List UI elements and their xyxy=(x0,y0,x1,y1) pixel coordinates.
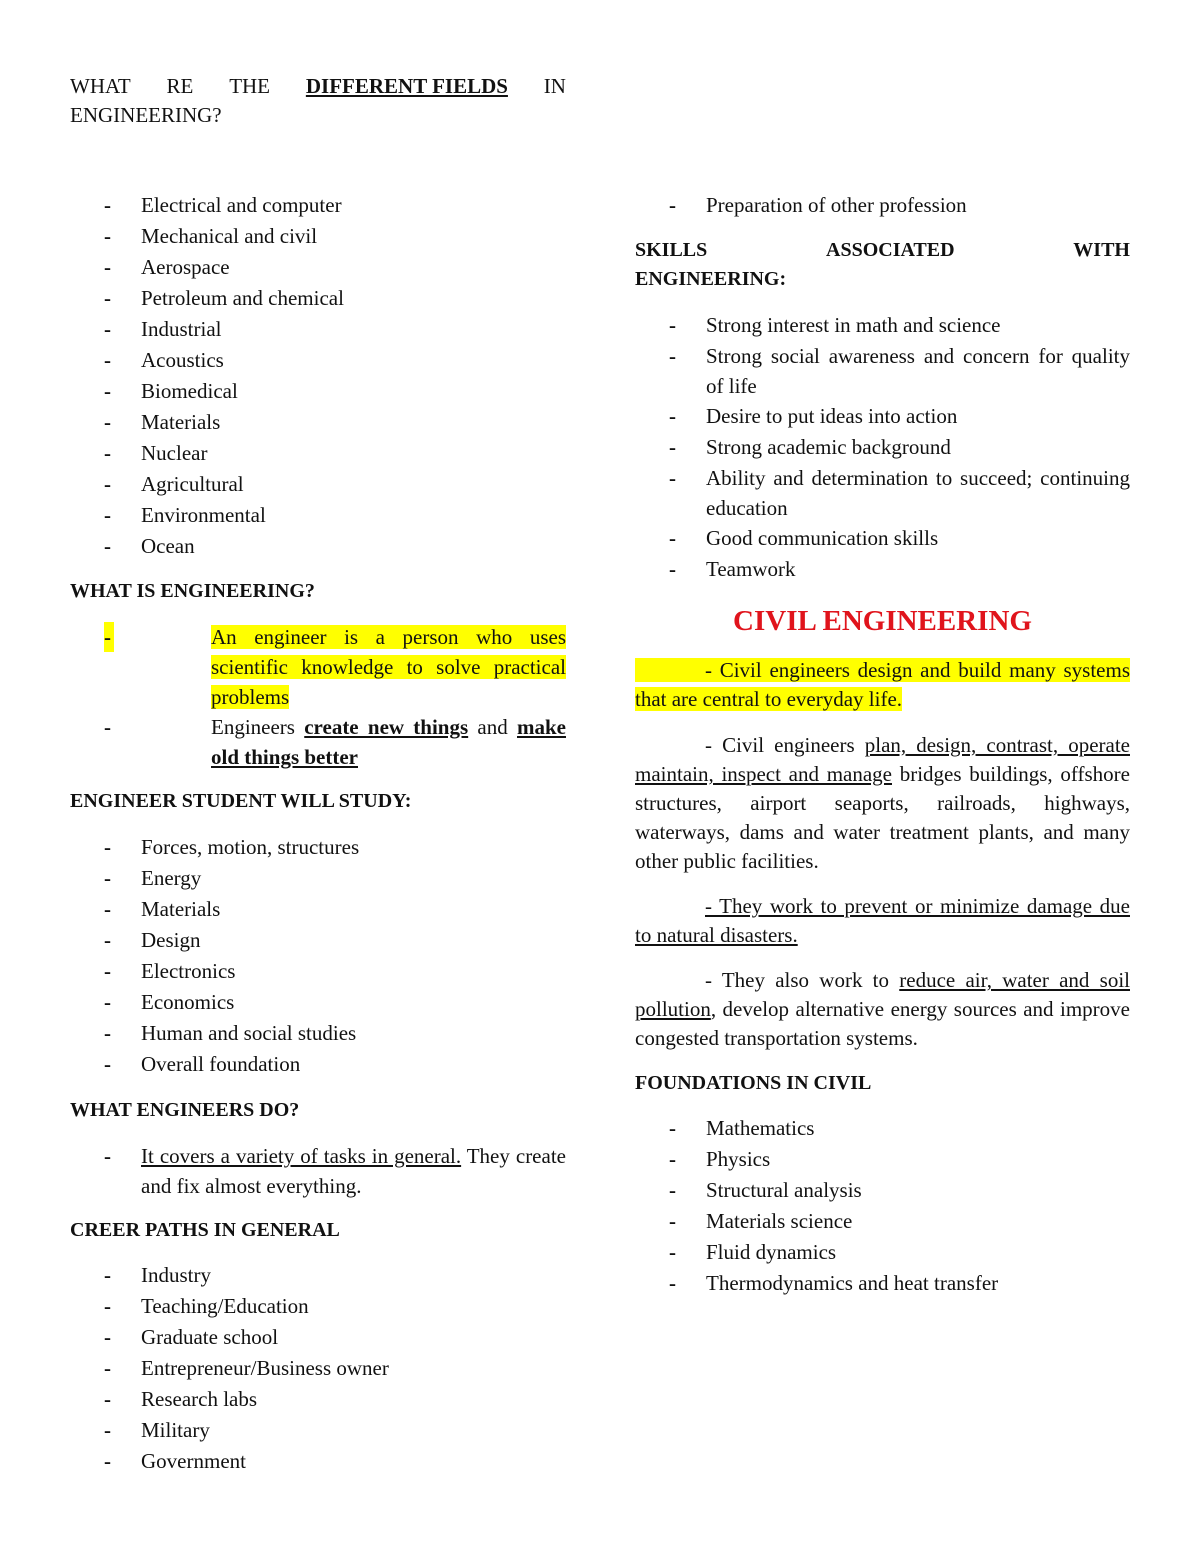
text: - Civil engineers xyxy=(705,733,865,757)
list-item: - Preparation of other profession xyxy=(635,190,1130,221)
page-title xyxy=(70,72,566,130)
foundations-heading: FOUNDATIONS IN CIVIL xyxy=(635,1072,872,1094)
list-item: - Strong social awareness and concern for quality of life xyxy=(635,341,1130,401)
list-item: - Materials xyxy=(70,407,566,438)
list-item xyxy=(70,712,566,772)
list-item xyxy=(70,622,566,712)
underlined-text: reduce air, water and soil pollution xyxy=(635,968,1130,1021)
list-item: - Industrial xyxy=(70,314,566,345)
list-item: - Materials science xyxy=(635,1206,1130,1237)
civil-paragraph-2 xyxy=(635,731,1130,876)
definition-list xyxy=(70,622,566,772)
list-item: - Physics xyxy=(635,1144,1130,1175)
underlined-text: plan, design, contrast, operate maintain, inspect and manage xyxy=(635,733,1130,786)
list-item: - Energy xyxy=(70,863,566,894)
study-heading: ENGINEER STUDENT WILL STUDY: xyxy=(70,790,412,812)
civil-paragraph-1 xyxy=(635,656,1130,714)
heading-word: SKILLS xyxy=(635,239,708,261)
list-item: - Economics xyxy=(70,987,566,1018)
what-is-heading: WHAT IS ENGINEERING? xyxy=(70,580,315,602)
list-item: - Acoustics xyxy=(70,345,566,376)
list-item: - Mechanical and civil xyxy=(70,221,566,252)
foundations-list xyxy=(635,1113,1130,1299)
title-word: IN xyxy=(543,74,566,98)
fields-list xyxy=(70,190,566,562)
civil-paragraph-3 xyxy=(635,892,1130,950)
list-item: - Research labs xyxy=(70,1384,566,1415)
text: bridges buildings, offshore structures, airport seaports, railroads, highways, waterways, dams and water treatment plants, and many other public facilities. xyxy=(635,762,1130,873)
list-item: - Fluid dynamics xyxy=(635,1237,1130,1268)
careers-list xyxy=(70,1260,566,1477)
underlined-text: It covers a variety of tasks in general. xyxy=(141,1144,462,1168)
emphasis-text: make old things better xyxy=(211,715,566,769)
list-item: - Teamwork xyxy=(635,554,1130,585)
careers-heading: CREER PATHS IN GENERAL xyxy=(70,1219,340,1241)
list-item: - Overall foundation xyxy=(70,1049,566,1080)
list-item: - Entrepreneur/Business owner xyxy=(70,1353,566,1384)
skills-list xyxy=(635,310,1130,585)
title-line-2: ENGINEERING? xyxy=(70,103,222,127)
list-item: - Strong interest in math and science xyxy=(635,310,1130,341)
list-item: - Ocean xyxy=(70,531,566,562)
heading-word: ASSOCIATED xyxy=(826,239,955,261)
text: and xyxy=(468,715,517,739)
underlined-text: - They work to prevent or minimize damage due to natural disasters. xyxy=(635,894,1130,947)
list-item: - Biomedical xyxy=(70,376,566,407)
list-item: - Military xyxy=(70,1415,566,1446)
list-item: - Teaching/Education xyxy=(70,1291,566,1322)
civil-engineering-title: CIVIL ENGINEERING xyxy=(733,605,1032,637)
list-item xyxy=(70,1141,566,1201)
do-heading: WHAT ENGINEERS DO? xyxy=(70,1099,300,1121)
list-item: - Graduate school xyxy=(70,1322,566,1353)
highlighted-text: - Civil engineers design and build many systems that are central to everyday life. xyxy=(635,658,1130,711)
list-item: - Thermodynamics and heat transfer xyxy=(635,1268,1130,1299)
heading-word: WITH xyxy=(1073,239,1130,261)
do-list xyxy=(70,1141,566,1201)
title-word: WHAT xyxy=(70,74,131,98)
text: - They also work to xyxy=(705,968,900,992)
list-item: - Government xyxy=(70,1446,566,1477)
emphasis-text: create new things xyxy=(304,715,469,739)
heading-line-2: ENGINEERING: xyxy=(635,268,787,290)
list-item: - Structural analysis xyxy=(635,1175,1130,1206)
list-item: - Human and social studies xyxy=(70,1018,566,1049)
list-item: - Materials xyxy=(70,894,566,925)
text: They create and fix almost everything. xyxy=(141,1144,566,1198)
list-item: - Agricultural xyxy=(70,469,566,500)
list-item: - Environmental xyxy=(70,500,566,531)
list-item: - Forces, motion, structures xyxy=(70,832,566,863)
careers-list-continued xyxy=(635,190,1130,221)
text: , develop alternative energy sources and improve congested transportation systems. xyxy=(635,997,1130,1050)
list-item: - Nuclear xyxy=(70,438,566,469)
highlighted-text: An engineer is a person who uses scientific knowledge to solve practical problems xyxy=(211,625,566,709)
list-item: - Electronics xyxy=(70,956,566,987)
title-word: RE xyxy=(166,74,194,98)
list-item: - Petroleum and chemical xyxy=(70,283,566,314)
title-emphasis: DIFFERENT FIELDS xyxy=(305,74,508,98)
list-item: - Industry xyxy=(70,1260,566,1291)
list-item: - Strong academic background xyxy=(635,432,1130,463)
list-item: - Design xyxy=(70,925,566,956)
list-item: - Ability and determination to succeed; continuing education xyxy=(635,463,1130,523)
list-item: - Electrical and computer xyxy=(70,190,566,221)
title-word: THE xyxy=(229,74,271,98)
study-list xyxy=(70,832,566,1080)
list-item: - Good communication skills xyxy=(635,523,1130,554)
list-item: - Aerospace xyxy=(70,252,566,283)
civil-paragraph-4 xyxy=(635,966,1130,1053)
skills-heading xyxy=(635,236,1130,294)
text: Engineers xyxy=(211,715,305,739)
list-item: - Desire to put ideas into action xyxy=(635,401,1130,432)
list-item: - Mathematics xyxy=(635,1113,1130,1144)
